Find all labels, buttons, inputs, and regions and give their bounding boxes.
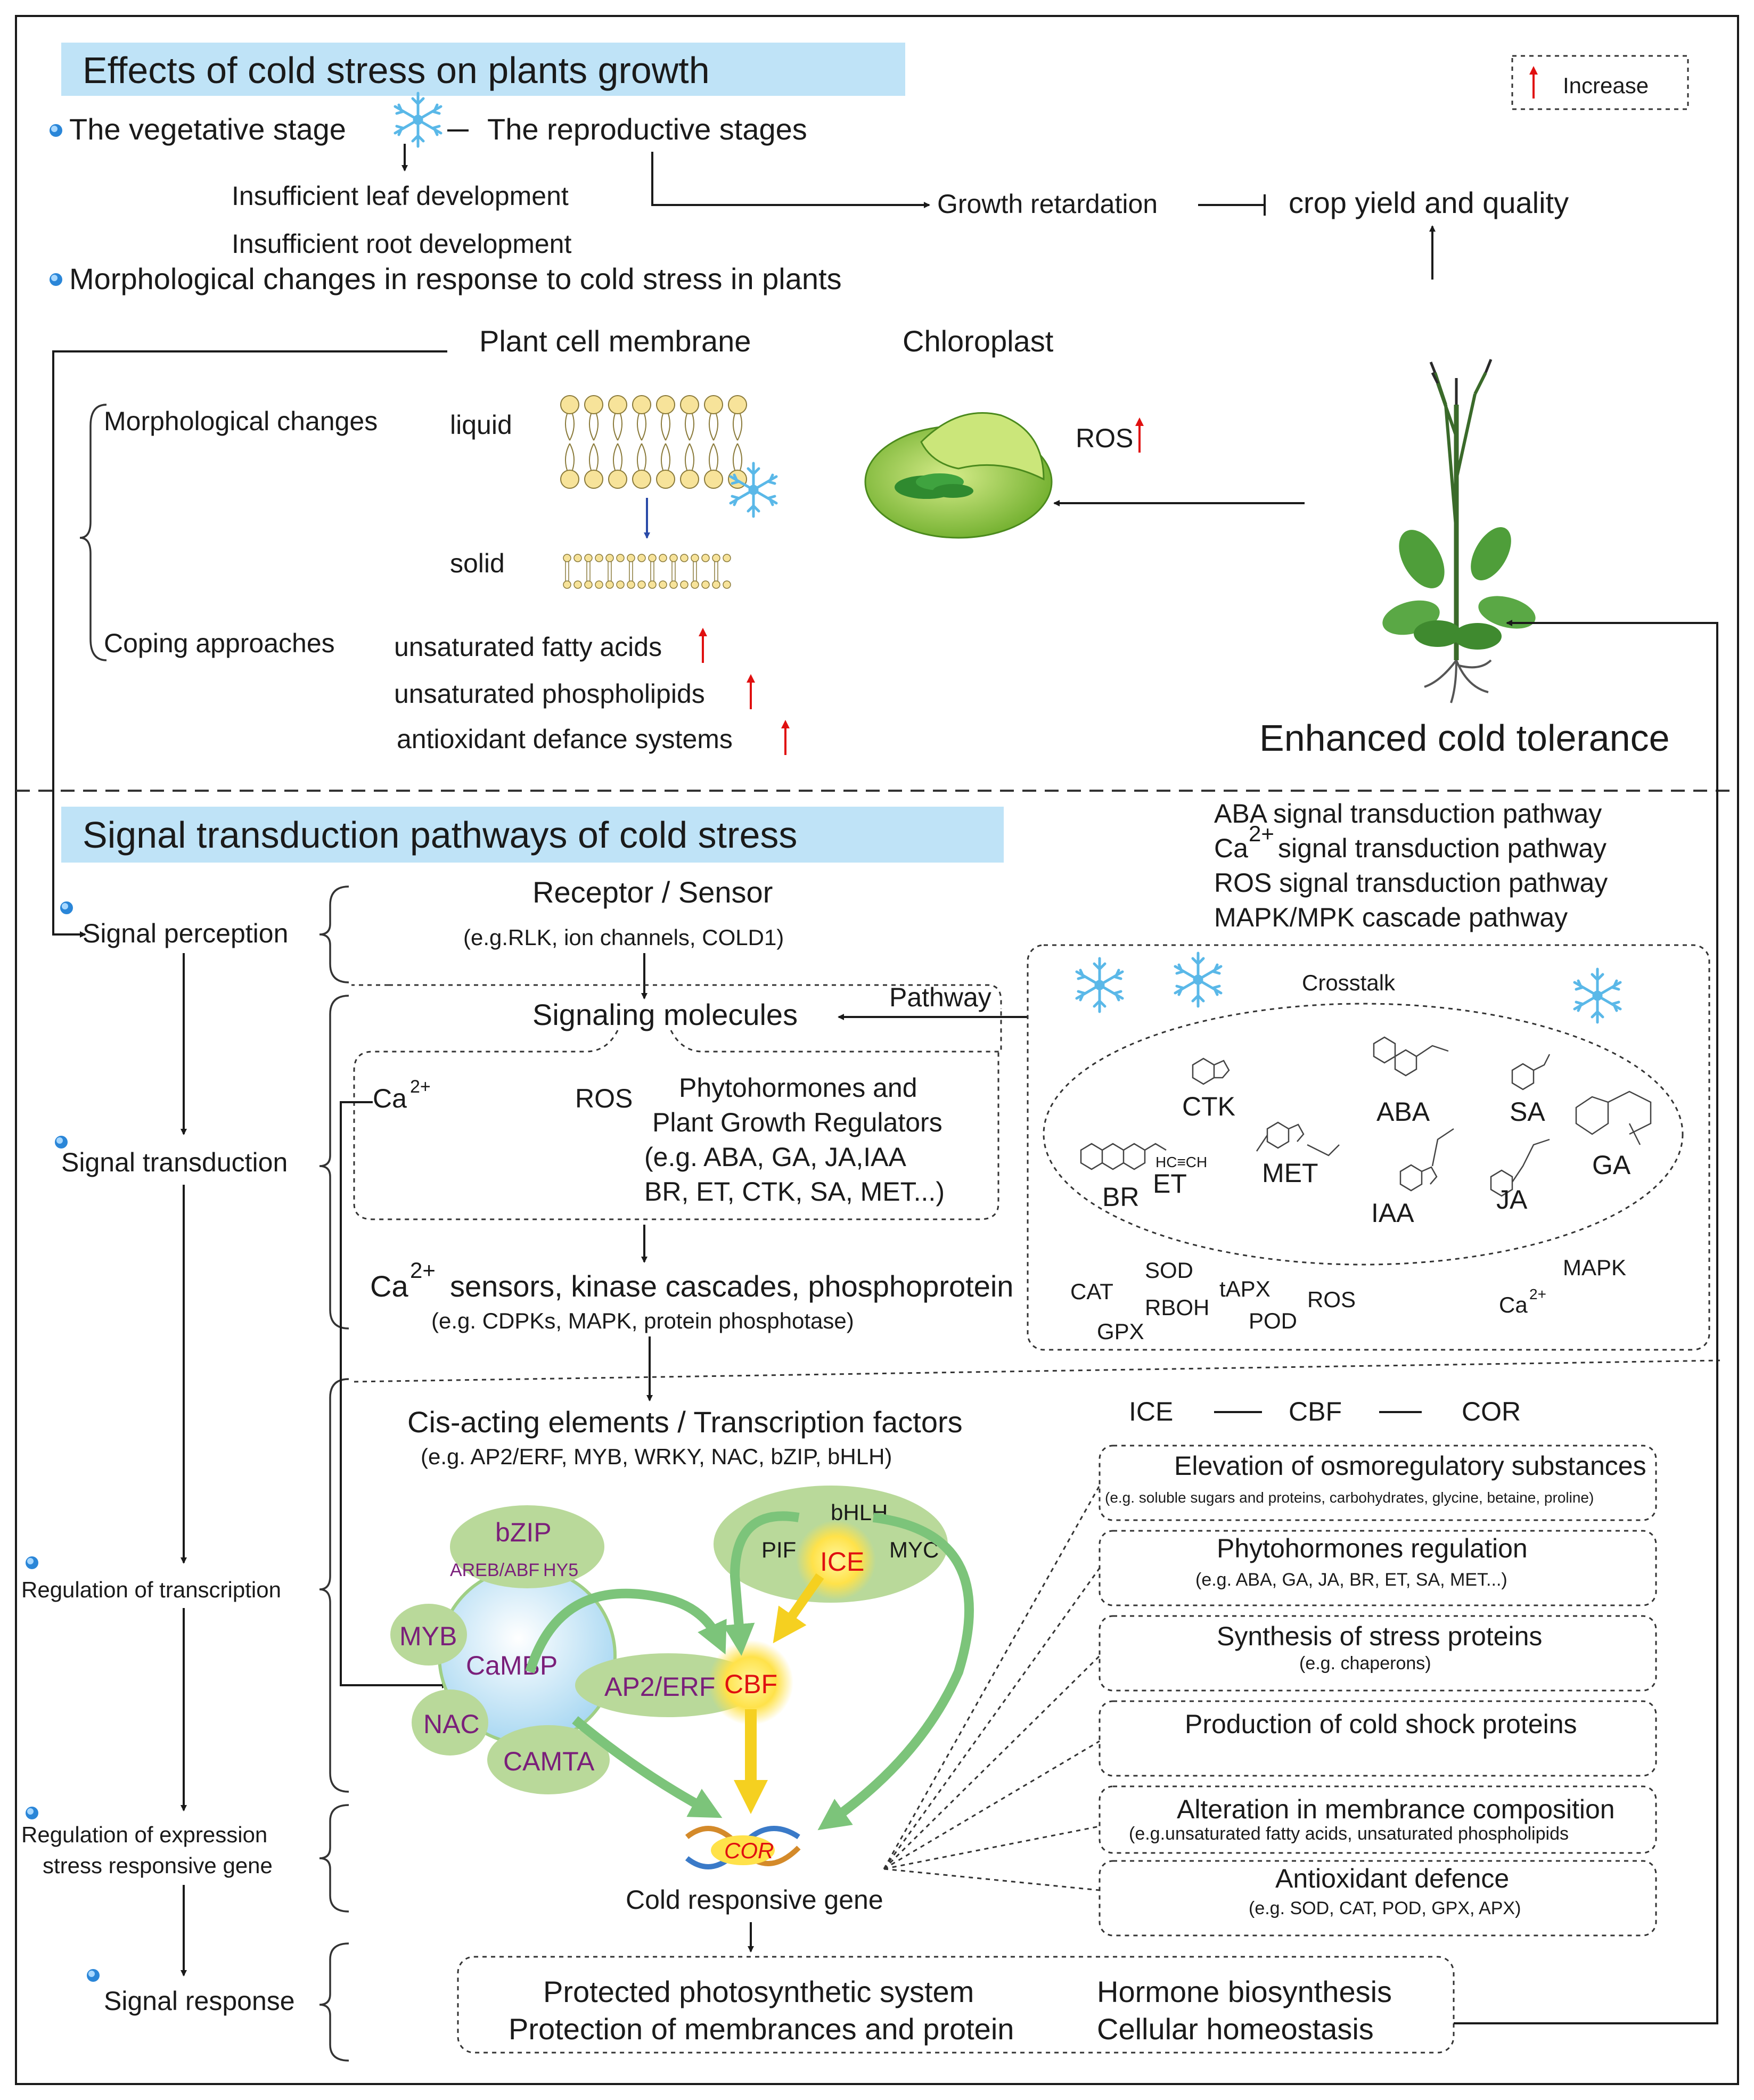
hormone-ctk: CTK (1182, 1092, 1235, 1121)
crop-yield: crop yield and quality (1289, 186, 1569, 219)
enzyme-sod: SOD (1145, 1258, 1194, 1283)
crosstalk-ellipse (1044, 1004, 1683, 1265)
solid-label: solid (450, 548, 505, 578)
growth-retardation: Growth retardation (937, 189, 1158, 219)
tf-cambp: CaMBP (466, 1651, 558, 1680)
snowflake-icon (395, 93, 441, 146)
tf-nac: NAC (423, 1709, 480, 1739)
section2-title: Signal transduction pathways of cold stress (83, 814, 798, 856)
pathway-ca-base: Ca (1214, 833, 1248, 863)
final-1-right: Hormone biosynthesis (1097, 1975, 1392, 2008)
liquid-label: liquid (450, 410, 512, 440)
phyto-3: (e.g. ABA, GA, JA,IAA (644, 1142, 906, 1172)
final-2-left: Protection of membrances and protein (509, 2012, 1014, 2046)
cis-eg: (e.g. AP2/ERF, MYB, WRKY, NAC, bZIP, bHLH) (421, 1444, 892, 1469)
coping-item-2: unsaturated phospholipids (394, 679, 705, 709)
vegetative-stage: The vegetative stage (69, 112, 346, 146)
hormone-ja: JA (1496, 1185, 1528, 1215)
brace-morph (80, 405, 106, 660)
ca-sup: 2+ (410, 1077, 431, 1097)
pathway-ca: signal transduction pathway (1278, 833, 1607, 863)
tf-myb: MYB (399, 1621, 457, 1651)
tf-cbf: CBF (724, 1669, 777, 1699)
coping-item-3: antioxidant defance systems (397, 724, 733, 754)
brace-transcription (319, 1379, 349, 1792)
ice-cbf-cor-ice: ICE (1129, 1397, 1174, 1426)
membrane-liquid-icon (561, 396, 747, 488)
tf-cor: COR (724, 1838, 774, 1863)
bullet-icon (55, 1136, 68, 1149)
brace-expression (319, 1805, 349, 1912)
tf-ap2: AP2/ERF (604, 1672, 716, 1702)
phyto-2: Plant Growth Regulators (652, 1108, 942, 1137)
ice-cbf-cor-cbf: CBF (1289, 1397, 1342, 1426)
enzyme-pod: POD (1249, 1308, 1298, 1333)
tf-areb: AREB/ABF (450, 1560, 540, 1580)
arrow-to-growth-retardation (652, 152, 929, 205)
step-regulation-expression-2: stress responsive gene (43, 1853, 273, 1878)
sensors-eg: (e.g. CDPKs, MAPK, protein phosphotase) (431, 1308, 854, 1333)
plant-icon (1379, 359, 1539, 703)
enzyme-ros: ROS (1307, 1287, 1356, 1312)
bullet-icon (60, 901, 73, 914)
transcription-dashed-line (354, 1360, 1720, 1382)
hormone-met: MET (1262, 1158, 1318, 1188)
hormone-br: BR (1102, 1182, 1140, 1212)
step-signal-transduction: Signal transduction (61, 1147, 288, 1177)
crosstalk-box (1028, 945, 1709, 1350)
enzyme-tapx: tAPX (1219, 1276, 1271, 1301)
response-3-eg: (e.g. chaperons) (1299, 1653, 1431, 1674)
response-3-title: Synthesis of stress proteins (1217, 1621, 1543, 1651)
section1-title: Effects of cold stress on plants growth (83, 50, 710, 91)
response-2-eg: (e.g. ABA, GA, JA, BR, ET, SA, MET...) (1195, 1570, 1507, 1590)
tf-myc: MYC (889, 1537, 939, 1562)
hormone-aba: ABA (1376, 1097, 1430, 1127)
enzyme-cat: CAT (1070, 1279, 1113, 1304)
brace-perception (319, 887, 349, 982)
bullet-icon (26, 1807, 38, 1819)
bullet-icon (87, 1969, 100, 1982)
tf-ice: ICE (820, 1547, 865, 1577)
ros-label-chloro: ROS (1076, 423, 1134, 453)
final-2-right: Cellular homeostasis (1097, 2012, 1374, 2046)
response-1-eg: (e.g. soluble sugars and proteins, carbohydrates, glycine, betaine, proline) (1105, 1489, 1594, 1506)
hormone-ga: GA (1592, 1150, 1631, 1180)
pathway-ca-sup: 2+ (1249, 821, 1274, 846)
pathway-ros: ROS signal transduction pathway (1214, 868, 1608, 898)
step-signal-response: Signal response (104, 1986, 295, 2016)
arrow-ca-to-cambp (341, 1102, 447, 1685)
brace-transduction (319, 996, 349, 1328)
bullet-icon (50, 273, 62, 286)
enzyme-rboh: RBOH (1145, 1295, 1210, 1320)
cold-responsive-gene: Cold responsive gene (626, 1885, 883, 1915)
coping-item-1: unsaturated fatty acids (394, 632, 662, 662)
chloroplast-label: Chloroplast (903, 324, 1054, 358)
sensors-text: sensors, kinase cascades, phosphoprotein (450, 1269, 1014, 1303)
coping-approaches: Coping approaches (104, 628, 335, 658)
hormone-sa: SA (1510, 1097, 1545, 1127)
tf-hy5: HY5 (543, 1560, 579, 1580)
pathway-mapk: MAPK/MPK cascade pathway (1214, 903, 1568, 932)
response-2-title: Phytohormones regulation (1217, 1533, 1528, 1563)
bullet-icon (26, 1556, 38, 1569)
response-5-title: Alteration in membrance composition (1177, 1794, 1615, 1824)
phyto-4: BR, ET, CTK, SA, MET...) (644, 1177, 945, 1207)
signaling-molecules: Signaling molecules (532, 998, 798, 1031)
plant-cell-membrane: Plant cell membrane (479, 324, 751, 358)
morphological-changes: Morphological changes (104, 406, 378, 436)
enhanced-cold-tolerance: Enhanced cold tolerance (1259, 717, 1670, 759)
receptor-sensor: Receptor / Sensor (532, 875, 773, 909)
hormone-et: ET (1153, 1169, 1187, 1199)
enzyme-ca-sup: 2+ (1529, 1286, 1546, 1302)
step-regulation-expression-1: Regulation of expression (21, 1822, 268, 1847)
membrane-solid-icon (563, 554, 735, 588)
step-regulation-transcription: Regulation of transcription (21, 1577, 281, 1602)
pathway-aba: ABA signal transduction pathway (1214, 799, 1602, 828)
enzyme-ca-base: Ca (1499, 1292, 1528, 1317)
insufficient-leaf: Insufficient leaf development (232, 181, 569, 211)
enzyme-gpx: GPX (1097, 1319, 1144, 1344)
reproductive-stages: The reproductive stages (487, 112, 807, 146)
tf-bzip: bZIP (495, 1517, 552, 1547)
insufficient-root: Insufficient root development (232, 229, 572, 259)
hormone-iaa: IAA (1371, 1198, 1414, 1228)
crosstalk-label: Crosstalk (1302, 970, 1396, 995)
chloroplast-icon (865, 413, 1052, 538)
brace-response (319, 1943, 349, 2061)
outer-frame (16, 16, 1738, 2084)
snowflake-icon (1077, 958, 1122, 1012)
pathway-label: Pathway (889, 982, 991, 1012)
tf-bhlh: bHLH (831, 1500, 888, 1525)
tf-pif: PIF (761, 1537, 797, 1562)
response-1-title: Elevation of osmoregulatory substances (1174, 1451, 1646, 1481)
ca-base: Ca (373, 1084, 407, 1113)
response-5-eg: (e.g.unsaturated fatty acids, unsaturated phospholipids (1129, 1824, 1569, 1844)
receptor-eg: (e.g.RLK, ion channels, COLD1) (463, 925, 784, 950)
snowflake-icon (1175, 953, 1221, 1006)
morph-title: Morphological changes in response to cold stress in plants (69, 262, 842, 296)
phyto-1: Phytohormones and (679, 1073, 917, 1103)
legend-label: Increase (1563, 73, 1649, 98)
bullet-icon (50, 124, 62, 137)
cis-elements: Cis-acting elements / Transcription factors (407, 1405, 963, 1439)
response-4-title: Production of cold shock proteins (1185, 1709, 1577, 1739)
response-6-title: Antioxidant defence (1275, 1864, 1510, 1893)
ros-label: ROS (575, 1084, 633, 1113)
response-6-eg: (e.g. SOD, CAT, POD, GPX, APX) (1249, 1898, 1521, 1918)
final-1-left: Protected photosynthetic system (543, 1975, 974, 2008)
tf-camta: CAMTA (503, 1746, 595, 1776)
ice-cbf-cor-cor: COR (1462, 1397, 1521, 1426)
sensors-ca-base: Ca (370, 1269, 408, 1303)
sensors-ca-sup: 2+ (410, 1258, 436, 1283)
et-formula: HC≡CH (1155, 1154, 1208, 1170)
step-signal-perception: Signal perception (83, 918, 289, 948)
snowflake-icon (1575, 969, 1620, 1022)
enzyme-mapk: MAPK (1563, 1255, 1627, 1280)
